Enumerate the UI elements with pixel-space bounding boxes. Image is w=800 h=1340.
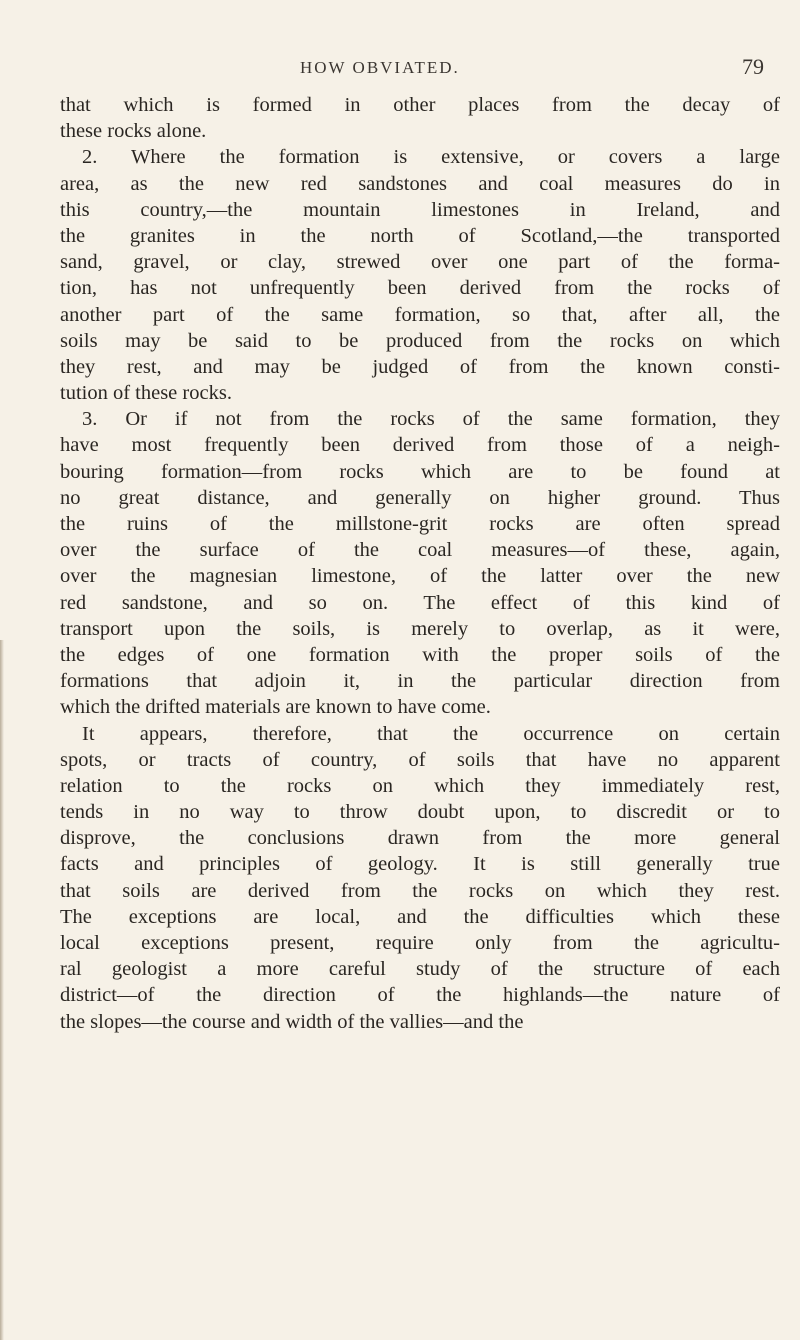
text-line: local exceptions present, require only from the agricultu- [60, 932, 780, 954]
text-line: that which is formed in other places from the decay of [60, 94, 780, 116]
text-line: this country,—the mountain limestones in Ireland, and [60, 198, 780, 221]
text-line: tends in no way to throw doubt upon, to discredit or to [60, 801, 780, 824]
text-line: facts and principles of geology. It is still generally true [60, 853, 780, 876]
text-line: transport upon the soils, is merely to overlap, as it were, [60, 617, 780, 640]
page-edge-shadow [0, 640, 4, 1340]
text-line: these rocks alone. [60, 120, 207, 143]
text-line: tion, has not unfrequently been derived from the rocks of [60, 277, 780, 300]
text-line: no great distance, and generally on higher ground. Thus [60, 486, 780, 509]
text-line: formations that adjoin it, in the particular direction from [60, 670, 780, 693]
text-line: which the drifted materials are known to have come. [60, 696, 491, 719]
text-line: ral geologist a more careful study of the structure of each [60, 958, 780, 981]
text-line: sand, gravel, or clay, strewed over one part of the forma- [60, 251, 780, 274]
text-line: soils may be said to be produced from the rocks on which [60, 329, 780, 352]
text-line: tution of these rocks. [60, 382, 232, 405]
text-line: have most frequently been derived from those of a neigh- [60, 434, 780, 457]
running-title: HOW OBVIATED. [300, 58, 460, 77]
text-line: the slopes—the course and width of the vallies—and the [60, 1010, 524, 1033]
running-head [0, 54, 800, 84]
text-line: the edges of one formation with the proper soils of the [60, 643, 780, 666]
text-line: 2. Where the formation is extensive, or covers a large [82, 146, 780, 169]
text-line: area, as the new red sandstones and coal measures do in [60, 172, 780, 195]
text-line: the ruins of the millstone-grit rocks are often spread [60, 513, 780, 535]
page-number: 79 [742, 54, 764, 79]
text-line: disprove, the conclusions drawn from the more general [60, 827, 780, 850]
text-line: spots, or tracts of country, of soils that have no apparent [60, 748, 780, 771]
text-line: It appears, therefore, that the occurrence on certain [82, 722, 780, 745]
text-line: relation to the rocks on which they immediately rest, [60, 774, 780, 797]
text-line: The exceptions are local, and the difficulties which these [60, 905, 780, 928]
body-text [60, 92, 780, 1035]
text-line: over the magnesian limestone, of the latter over the new [60, 565, 780, 588]
text-line: over the surface of the coal measures—of these, again, [60, 539, 780, 562]
text-line: they rest, and may be judged of from the known consti- [60, 355, 780, 378]
text-line: another part of the same formation, so that, after all, the [60, 303, 780, 326]
text-line: red sandstone, and so on. The effect of this kind of [60, 591, 780, 614]
text-line: the granites in the north of Scotland,—the transported [60, 224, 780, 247]
text-line: district—of the direction of the highlands—the nature of [60, 984, 780, 1007]
text-line: bouring formation—from rocks which are to be found at [60, 460, 780, 483]
text-line: 3. Or if not from the rocks of the same formation, they [82, 408, 780, 431]
text-line: that soils are derived from the rocks on which they rest. [60, 879, 780, 902]
